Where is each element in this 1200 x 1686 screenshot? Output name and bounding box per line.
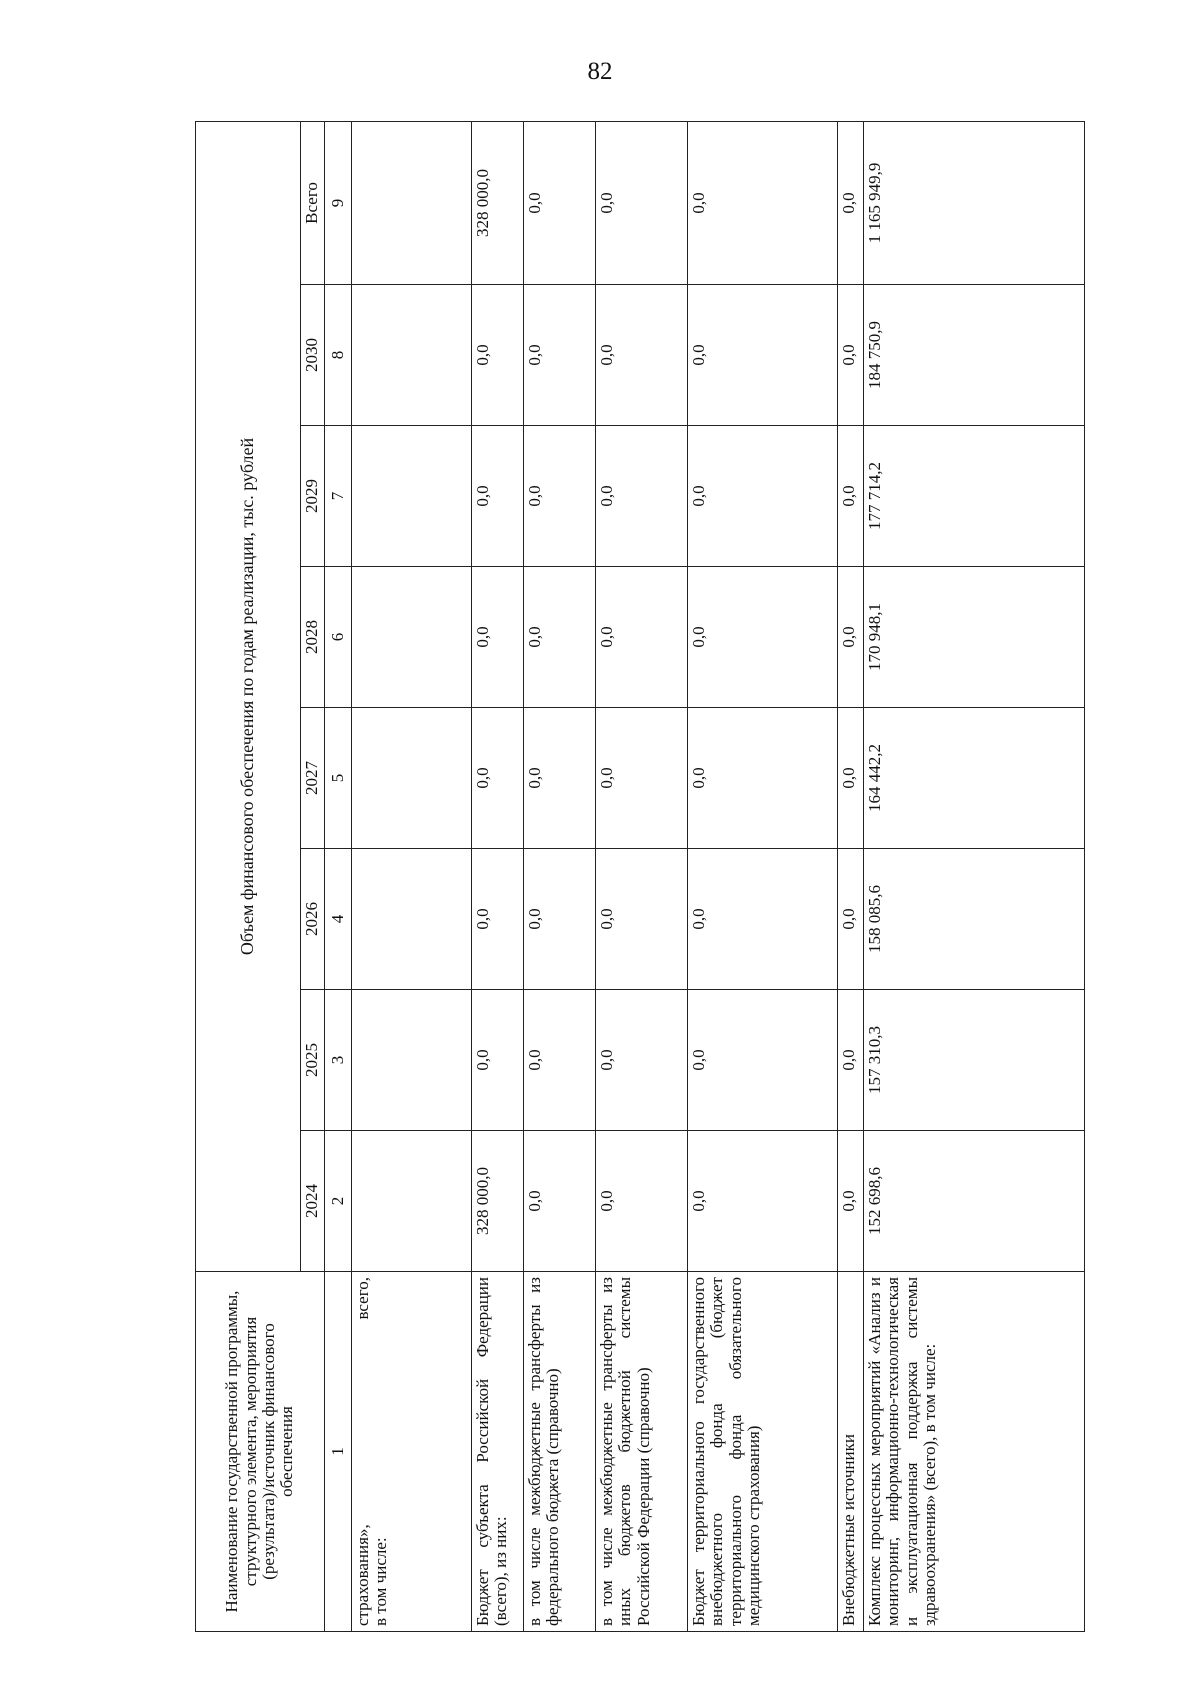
value-cell: 0,0	[524, 567, 596, 708]
value-cell: 184 750,9	[864, 285, 1085, 426]
financing-table	[195, 121, 1085, 1632]
value-cell: 0,0	[596, 708, 688, 849]
value-cell: 0,0	[524, 708, 596, 849]
row-name-cell	[352, 1272, 472, 1632]
value-cell	[352, 426, 472, 567]
value-cell: 0,0	[524, 426, 596, 567]
year-header: 2029	[301, 426, 325, 567]
value-cell: 0,0	[596, 1131, 688, 1272]
value-cell	[352, 285, 472, 426]
value-cell: 0,0	[472, 990, 524, 1131]
value-cell: 0,0	[524, 849, 596, 990]
value-cell: 0,0	[596, 426, 688, 567]
value-cell: 0,0	[688, 849, 838, 990]
value-cell: 170 948,1	[864, 567, 1085, 708]
value-cell: 0,0	[838, 708, 864, 849]
value-cell: 0,0	[472, 708, 524, 849]
year-header: 2024	[301, 1131, 325, 1272]
value-cell: 0,0	[838, 1131, 864, 1272]
value-cell	[352, 990, 472, 1131]
value-cell: 0,0	[524, 1131, 596, 1272]
value-cell: 0,0	[688, 1131, 838, 1272]
value-cell: 0,0	[838, 990, 864, 1131]
column-index: 7	[325, 426, 352, 567]
value-cell: 0,0	[472, 285, 524, 426]
value-cell: 328 000,0	[472, 121, 524, 284]
value-cell: 164 442,2	[864, 708, 1085, 849]
value-cell	[352, 121, 472, 284]
value-cell: 0,0	[524, 121, 596, 284]
rotated-table-container	[195, 122, 1085, 1632]
row-name-cell: в том числе межбюджетные трансферты из иных бюджетов бюджетной системы Российской Федерации (справочно)	[596, 1272, 688, 1632]
column-index: 3	[325, 990, 352, 1131]
column-index: 2	[325, 1131, 352, 1272]
row-name-cell: Внебюджетные источники	[838, 1272, 864, 1632]
value-cell: 0,0	[838, 285, 864, 426]
value-cell: 0,0	[596, 849, 688, 990]
value-cell: 0,0	[838, 121, 864, 284]
value-cell: 0,0	[838, 849, 864, 990]
value-cell	[352, 708, 472, 849]
row-name-part: всего,	[353, 1277, 372, 1320]
value-cell: 328 000,0	[472, 1131, 524, 1272]
column-index: 5	[325, 708, 352, 849]
table-row	[596, 121, 688, 1631]
value-cell: 0,0	[596, 285, 688, 426]
row-name-cell: Комплекс процессных мероприятий «Анализ и мониторинг, информационно-технологическая и эксплуатационная поддержка системы здравоохранения» (всего), в том числе:	[864, 1272, 1085, 1632]
value-cell: 158 085,6	[864, 849, 1085, 990]
table-row	[352, 121, 472, 1631]
year-header: 2026	[301, 849, 325, 990]
page-number: 82	[587, 58, 613, 85]
value-cell: 0,0	[688, 567, 838, 708]
value-cell: 0,0	[472, 849, 524, 990]
value-cell	[352, 1131, 472, 1272]
value-cell: 0,0	[472, 426, 524, 567]
value-cell: 0,0	[838, 426, 864, 567]
column-index: 6	[325, 567, 352, 708]
value-cell: 152 698,6	[864, 1131, 1085, 1272]
value-cell: 0,0	[596, 121, 688, 284]
value-cell: 0,0	[524, 990, 596, 1131]
column-index: 4	[325, 849, 352, 990]
value-cell	[352, 567, 472, 708]
row-name-part: в том числе:	[371, 1537, 391, 1626]
header-group-cell: Объем финансового обеспечения по годам реализации, тыс. рублей	[196, 121, 301, 1271]
row-name-cell: в том числе межбюджетные трансферты из федерального бюджета (справочно)	[524, 1272, 596, 1632]
value-cell: 0,0	[472, 567, 524, 708]
year-header: 2027	[301, 708, 325, 849]
table-row	[688, 121, 838, 1631]
value-cell: 0,0	[838, 567, 864, 708]
value-cell: 0,0	[688, 708, 838, 849]
value-cell: 0,0	[688, 426, 838, 567]
table-row	[864, 121, 1085, 1631]
value-cell: 0,0	[596, 567, 688, 708]
value-cell: 177 714,2	[864, 426, 1085, 567]
column-index: 1	[325, 1272, 352, 1632]
value-cell: 1 165 949,9	[864, 121, 1085, 284]
row-name-part: страхования»,	[353, 1524, 372, 1626]
value-cell: 0,0	[688, 121, 838, 284]
table-row	[472, 121, 524, 1631]
value-cell	[352, 849, 472, 990]
column-index: 9	[325, 121, 352, 284]
value-cell: 157 310,3	[864, 990, 1085, 1131]
table-row	[838, 121, 864, 1631]
value-cell: 0,0	[688, 990, 838, 1131]
value-cell: 0,0	[524, 285, 596, 426]
year-header: 2028	[301, 567, 325, 708]
table-row	[524, 121, 596, 1631]
year-header: 2025	[301, 990, 325, 1131]
row-name-cell: Бюджет территориального государственного внебюджетного фонда (бюджет территориального фонда обязательного медицинского страхования)	[688, 1272, 838, 1632]
column-index: 8	[325, 285, 352, 426]
row-name-cell: Бюджет субъекта Российской Федерации (всего), из них:	[472, 1272, 524, 1632]
value-cell: 0,0	[688, 285, 838, 426]
year-header: Всего	[301, 121, 325, 284]
value-cell: 0,0	[596, 990, 688, 1131]
year-header: 2030	[301, 285, 325, 426]
header-name-cell: Наименование государственной программы, структурного элемента, мероприятия (результата)/источник финансового обеспечения	[196, 1272, 325, 1632]
